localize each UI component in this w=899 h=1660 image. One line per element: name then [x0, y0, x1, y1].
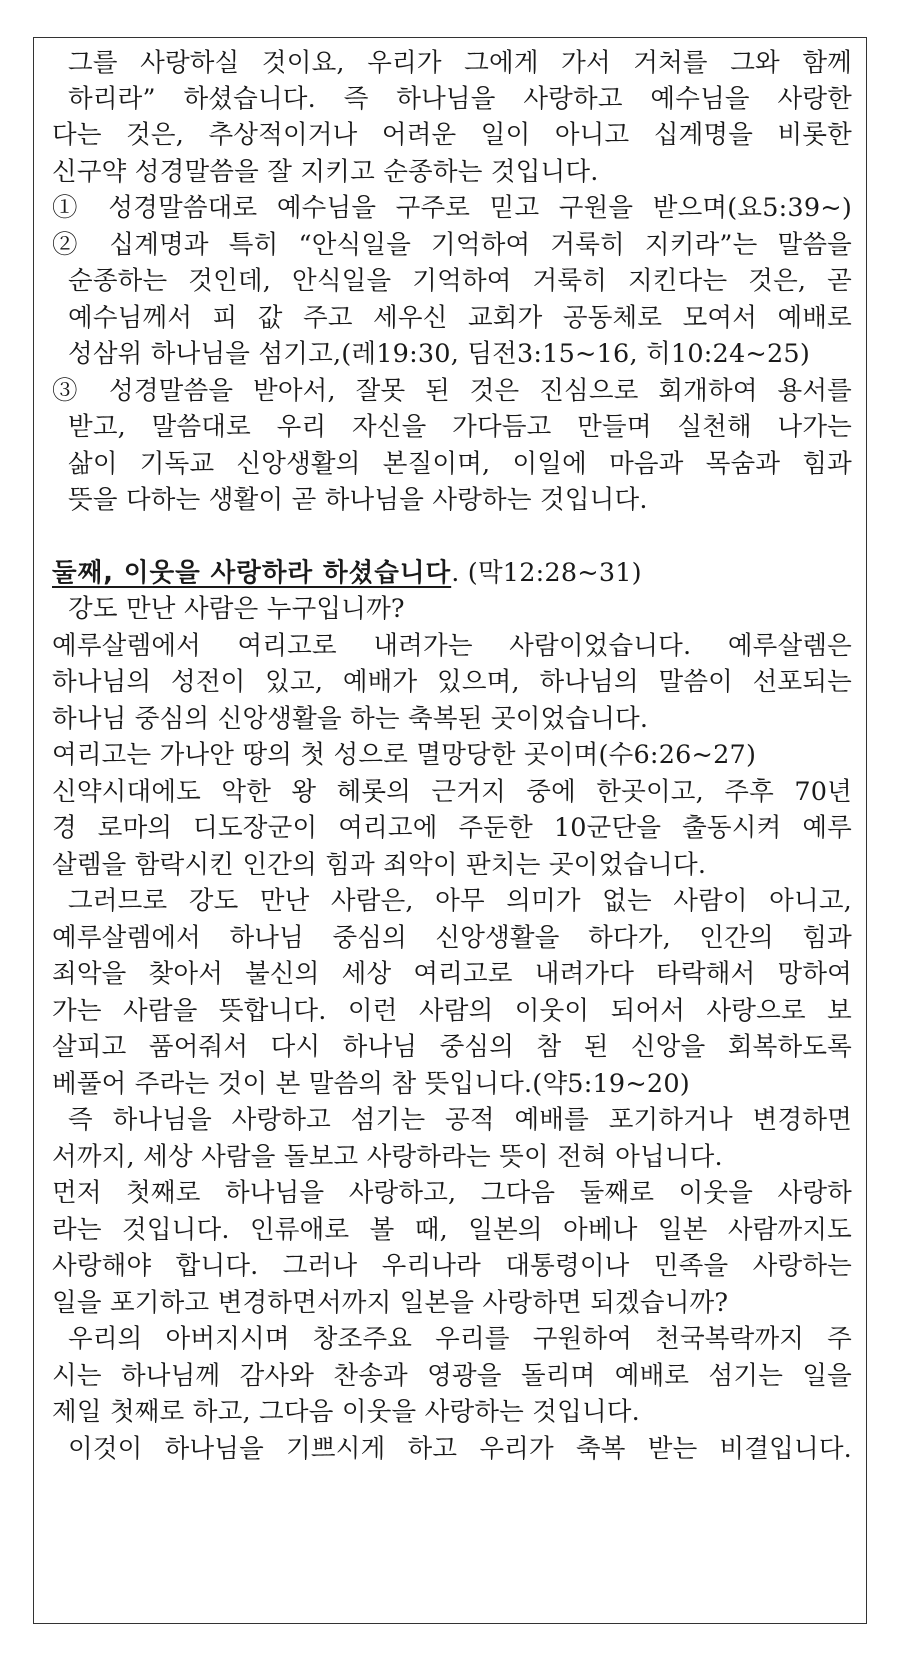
text-line: 삶이 기독교 신앙생활의 본질이며, 이일에 마음과 목숨과 힘과: [68, 449, 852, 479]
text-line: 예루살렘에서 여리고로 내려가는 사람이었습니다. 예루살렘은: [52, 631, 852, 661]
text-line: 일을 포기하고 변경하면서까지 일본을 사랑하면 되겠습니까?: [52, 1288, 729, 1318]
text-line: 신약시대에도 악한 왕 헤롯의 근거지 중에 한곳이고, 주후 70년: [52, 777, 852, 807]
list-item-2: ② 십계명과 특히 “안식일을 기억하여 거룩히 지키라”는 말씀을: [52, 230, 852, 260]
text-line: 사랑해야 합니다. 그러나 우리나라 대통령이나 민족을 사랑하는: [52, 1251, 852, 1281]
text-line: 이것이 하나님을 기쁘시게 하고 우리가 축복 받는 비결입니다.: [68, 1434, 852, 1464]
section-heading: [52, 555, 852, 591]
text-line: 신구약 성경말씀을 잘 지키고 순종하는 것입니다.: [52, 157, 599, 187]
text-line: 다는 것은, 추상적이거나 어려운 일이 아니고 십계명을 비롯한: [52, 120, 852, 150]
text-line: 가는 사람을 뜻합니다. 이런 사람의 이웃이 되어서 사랑으로 보: [52, 996, 852, 1026]
text-line: 하리라” 하셨습니다. 즉 하나님을 사랑하고 예수님을 사랑한: [68, 84, 852, 114]
text-line: 제일 첫째로 하고, 그다음 이웃을 사랑하는 것입니다.: [52, 1397, 640, 1427]
text-line: 예수님께서 피 값 주고 세우신 교회가 공동체로 모여서 예배로: [68, 303, 852, 333]
text-line: 그를 사랑하실 것이요, 우리가 그에게 가서 거처를 그와 함께: [68, 48, 852, 78]
text-line: 순종하는 것인데, 안식일을 기억하여 거룩히 지킨다는 것은, 곧: [68, 266, 852, 296]
text-line: 경 로마의 디도장군이 여리고에 주둔한 10군단을 출동시켜 예루: [52, 813, 852, 843]
text-line: 시는 하나님께 감사와 찬송과 영광을 돌리며 예배로 섬기는 일을: [52, 1361, 852, 1391]
list-item-3: ③ 성경말씀을 받아서, 잘못 된 것은 진심으로 회개하여 용서를: [52, 376, 852, 406]
text-line: 여리고는 가나안 땅의 첫 성으로 멸망당한 곳이며(수6:26~27): [52, 740, 757, 770]
text-line: 라는 것입니다. 인류애로 볼 때, 일본의 아베나 일본 사람까지도: [52, 1215, 852, 1245]
text-line: 즉 하나님을 사랑하고 섬기는 공적 예배를 포기하거나 변경하면: [68, 1105, 852, 1135]
text-line: 강도 만난 사람은 누구입니까?: [68, 594, 405, 624]
text-line: 먼저 첫째로 하나님을 사랑하고, 그다음 둘째로 이웃을 사랑하: [52, 1178, 852, 1208]
text-line: 받고, 말씀대로 우리 자신을 가다듬고 만들며 실천해 나가는: [68, 412, 852, 442]
text-line: 살렘을 함락시킨 인간의 힘과 죄악이 판치는 곳이었습니다.: [52, 850, 707, 880]
text-line: 하나님의 성전이 있고, 예배가 있으며, 하나님의 말씀이 선포되는: [52, 667, 852, 697]
section-heading-title: 둘째, 이웃을 사랑하라 하셨습니다: [52, 558, 452, 588]
text-line: 죄악을 찾아서 불신의 세상 여리고로 내려가다 타락해서 망하여: [52, 959, 852, 989]
text-line: 예루살렘에서 하나님 중심의 신앙생활을 하다가, 인간의 힘과: [52, 923, 852, 953]
text-line: 서까지, 세상 사람을 돌보고 사랑하라는 뜻이 전혀 아닙니다.: [52, 1142, 723, 1172]
text-line: 하나님 중심의 신앙생활을 하는 축복된 곳이었습니다.: [52, 704, 649, 734]
text-line: 그러므로 강도 만난 사람은, 아무 의미가 없는 사람이 아니고,: [68, 886, 852, 916]
text-line: 뜻을 다하는 생활이 곧 하나님을 사랑하는 것입니다.: [68, 485, 648, 515]
text-line: 우리의 아버지시며 창조주요 우리를 구원하여 천국복락까지 주: [68, 1324, 852, 1354]
section-heading-reference: . (막12:28~31): [451, 558, 642, 588]
list-item-1: ① 성경말씀대로 예수님을 구주로 믿고 구원을 받으며(요5:39~): [52, 193, 852, 223]
text-line: 살피고 품어줘서 다시 하나님 중심의 참 된 신앙을 회복하도록: [52, 1032, 852, 1062]
text-line: 성삼위 하나님을 섬기고,(레19:30, 딤전3:15~16, 히10:24~25): [68, 339, 810, 369]
text-line: 베풀어 주라는 것이 본 말씀의 참 뜻입니다.(약5:19~20): [52, 1069, 690, 1099]
